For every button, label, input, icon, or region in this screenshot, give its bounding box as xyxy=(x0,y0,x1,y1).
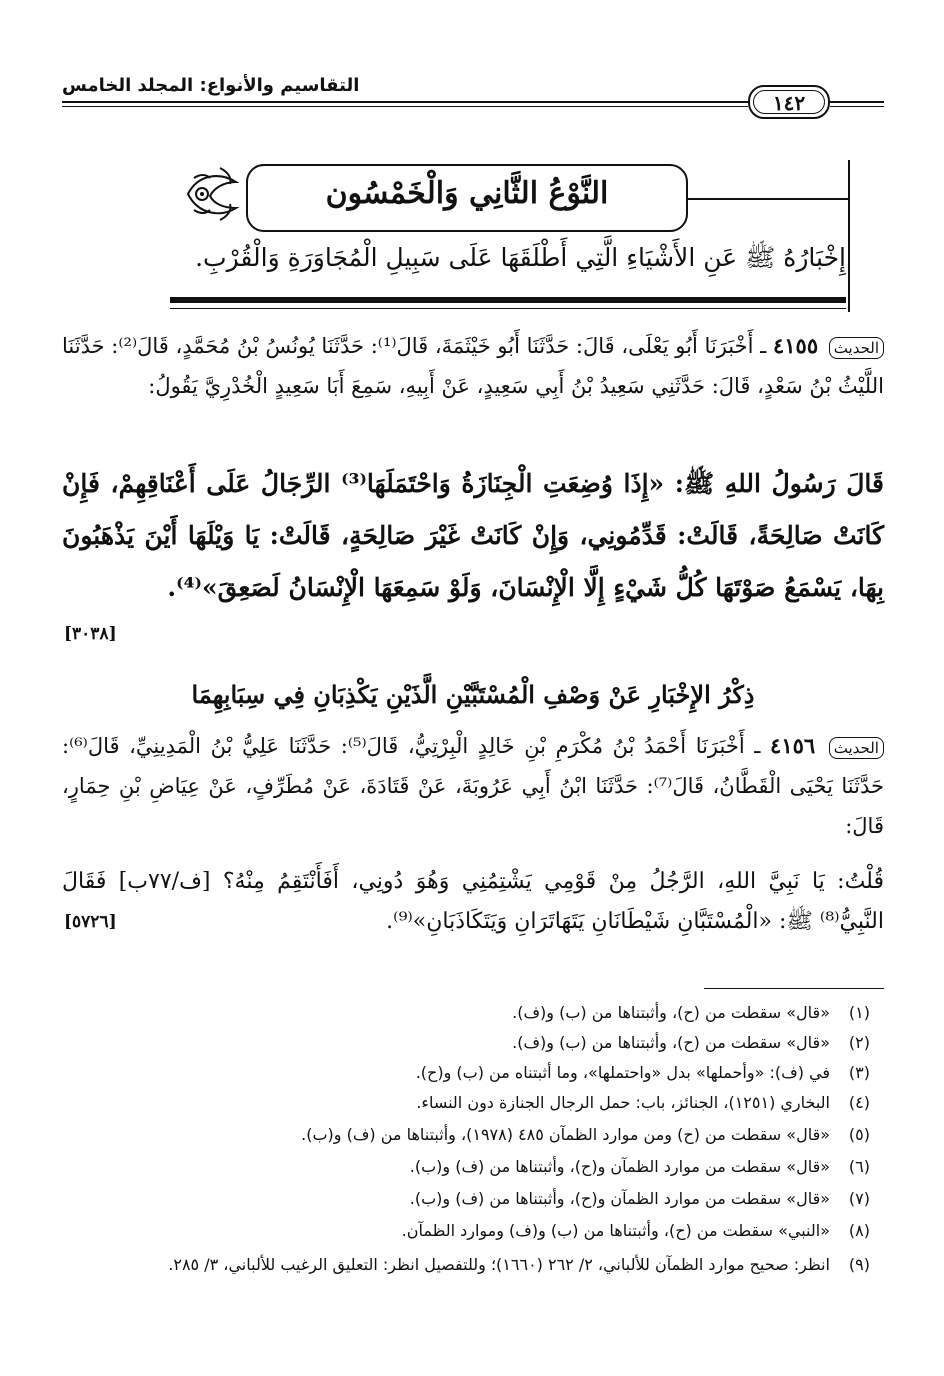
hadith-chain-text: ـ أَخْبَرَنَا أَحْمَدُ بْنُ مُكْرَمِ بْنِ خَالِدٍ الْبِرْتِيُّ، قَالَ⁽⁵⁾: حَدَّثَنَا عَلِيُّ بْنُ الْمَدِينِيِّ، قَالَ⁽⁶⁾: حَدَّثَنَا يَحْيَى الْقَطَّانُ، قَالَ⁽⁷⁾: حَدَّثَنَا ابْنُ أَبِي عَرُوبَةَ، عَنْ قَتَادَةَ، عَنْ مُطَرِّفٍ، عَنْ عِيَاضِ بْنِ حِمَارٍ، قَالَ: xyxy=(62,734,884,838)
header-rule-right-2 xyxy=(830,106,884,107)
footnote xyxy=(62,1058,870,1088)
footnote-number: (٦) xyxy=(848,1157,870,1176)
footnote xyxy=(62,1216,870,1246)
footnote-number: (١) xyxy=(848,1003,870,1022)
hadith-4155-chain xyxy=(62,326,884,406)
hadith-badge: الحديث xyxy=(829,737,884,759)
page-number-box xyxy=(748,85,830,119)
footnote xyxy=(62,1184,870,1214)
footnote-text: البخاري (١٢٥١)، الجنائز، باب: حمل الرجال الجنازة دون النساء. xyxy=(416,1093,830,1112)
footnote-separator xyxy=(704,988,884,989)
footnote-text: «قال» سقطت من (ح)، وأثبتناها من (ب) و(ف). xyxy=(512,1033,830,1052)
header-rule-left-2 xyxy=(62,106,748,107)
footnote-number: (٨) xyxy=(848,1221,870,1240)
hadith-number: ٤١٥٦ xyxy=(770,733,816,758)
chapter-thick-rule xyxy=(170,297,846,303)
footnote-text: في (ف): «وأحملها» بدل «واحتملها»، وما أثبتناه من (ب) و(ح). xyxy=(415,1063,830,1082)
footnote-number: (٧) xyxy=(848,1189,870,1208)
floral-ornament-icon xyxy=(180,160,244,226)
footnote-number: (٣) xyxy=(848,1063,870,1082)
chapter-thin-rule xyxy=(170,308,846,309)
footnote xyxy=(62,1028,870,1058)
header-rule-right xyxy=(830,101,884,103)
footnote xyxy=(62,1120,870,1150)
footnote-number: (٩) xyxy=(848,1255,870,1274)
footnote xyxy=(62,1088,870,1118)
footnote-text: انظر: صحيح موارد الظمآن للألباني، ٢/ ٢٦٢ (١٦٦٠)؛ وللتفصيل انظر: التعليق الرغيب للألباني، ٣/ ٢٨٥. xyxy=(168,1255,830,1274)
footnote xyxy=(62,1250,870,1280)
chapter-title: النَّوْعُ الثَّانِي وَالْخَمْسُون xyxy=(325,176,609,211)
section-title: ذِكْرُ الإِخْبَارِ عَنْ وَصْفِ الْمُسْتَبَّيْنِ الَّذَيْنِ يَكْذِبَانِ فِي سِبَابِهِمَا xyxy=(191,680,755,709)
footnote-text: «قال» سقطت من موارد الظمآن و(ح)، وأثبتناها من (ف) و(ب). xyxy=(409,1157,830,1176)
footnote xyxy=(62,998,870,1028)
hadith-4156-text: قُلْتُ: يَا نَبِيَّ اللهِ، الرَّجُلُ مِنْ قَوْمِي يَشْتِمُنِي وَهُوَ دُونِي، أَفَأَنْتَقِمُ مِنْهُ؟ [ف/٧٧ب] فَقَالَ النَّبِيُّ⁽⁸⁾ ﷺ: «الْمُسْتَبَّانِ شَيْطَانَانِ يَتَهَاتَرَانِ وَيَتَكَاذَبَانِ»⁽⁹⁾. xyxy=(62,869,884,934)
running-title: التقاسيم والأنواع: المجلد الخامس xyxy=(62,75,360,96)
hadith-4156-chain xyxy=(62,726,884,846)
hadith-chain-text: ـ أَخْبَرَنَا أَبُو يَعْلَى، قَالَ: حَدَّثَنَا أَبُو خَيْثَمَةَ، قَالَ⁽¹⁾: حَدَّثَنَا يُونُسُ بْنُ مُحَمَّدٍ، قَالَ⁽²⁾: حَدَّثَنَا اللَّيْثُ بْنُ سَعْدٍ، قَالَ: حَدَّثَنِي سَعِيدُ بْنُ أَبِي سَعِيدٍ، عَنْ أَبِيهِ، سَمِعَ أَبَا سَعِيدٍ الْخُدْرِيَّ يَقُولُ: xyxy=(62,334,884,398)
footnote-text: «قال» سقطت من (ح) ومن موارد الظمآن ٤٨٥ (١٩٧٨)، وأثبتناها من (ف) و(ب). xyxy=(301,1125,830,1144)
hadith-badge: الحديث xyxy=(829,337,884,359)
footnote-text: «النبي» سقطت من (ح)، وأثبتناها من (ب) و(ف) وموارد الظمآن. xyxy=(401,1221,830,1240)
hadith-4156-ref: [٥٧٢٦] xyxy=(64,912,117,932)
footnote-number: (٥) xyxy=(848,1125,870,1144)
hadith-number: ٤١٥٥ xyxy=(772,333,819,358)
chapter-title-box xyxy=(246,164,688,232)
chapter-subtitle: إِخْبَارُهُ ﷺ عَنِ الأَشْيَاءِ الَّتِي أَطْلَقَهَا عَلَى سَبِيلِ الْمُجَاوَرَةِ وَالْقُرْبِ. xyxy=(195,243,846,272)
hadith-4155-text: قَالَ رَسُولُ اللهِ ﷺ: «إِذَا وُضِعَتِ الْجِنَازَةُ وَاحْتَمَلَهَا⁽³⁾ الرِّجَالُ عَلَى أَعْنَاقِهِمْ، فَإِنْ كَانَتْ صَالِحَةً، قَالَتْ: قَدِّمُونِي، وَإِنْ كَانَتْ غَيْرَ صَالِحَةٍ، قَالَتْ: يَا وَيْلَهَا أَيْنَ يَذْهَبُونَ بِهَا، يَسْمَعُ صَوْتَهَا كُلُّ شَيْءٍ إِلَّا الْإِنْسَانَ، وَلَوْ سَمِعَهَا الْإِنْسَانُ لَصَعِقَ»⁽⁴⁾. xyxy=(62,469,884,602)
footnote-number: (٢) xyxy=(848,1033,870,1052)
footnote-text: «قال» سقطت من (ح)، وأثبتناها من (ب) و(ف). xyxy=(512,1003,830,1022)
chapter-frame-right xyxy=(848,160,850,312)
chapter-frame-top xyxy=(688,198,850,200)
footnote xyxy=(62,1152,870,1182)
footnote-number: (٤) xyxy=(848,1093,870,1112)
page-number: ١٤٢ xyxy=(753,90,825,114)
footnote-text: «قال» سقطت من موارد الظمآن و(ح)، وأثبتناها من (ف) و(ب). xyxy=(409,1189,830,1208)
header-rule-left xyxy=(62,101,748,103)
hadith-4155-ref: [٣٠٣٨] xyxy=(64,624,117,644)
